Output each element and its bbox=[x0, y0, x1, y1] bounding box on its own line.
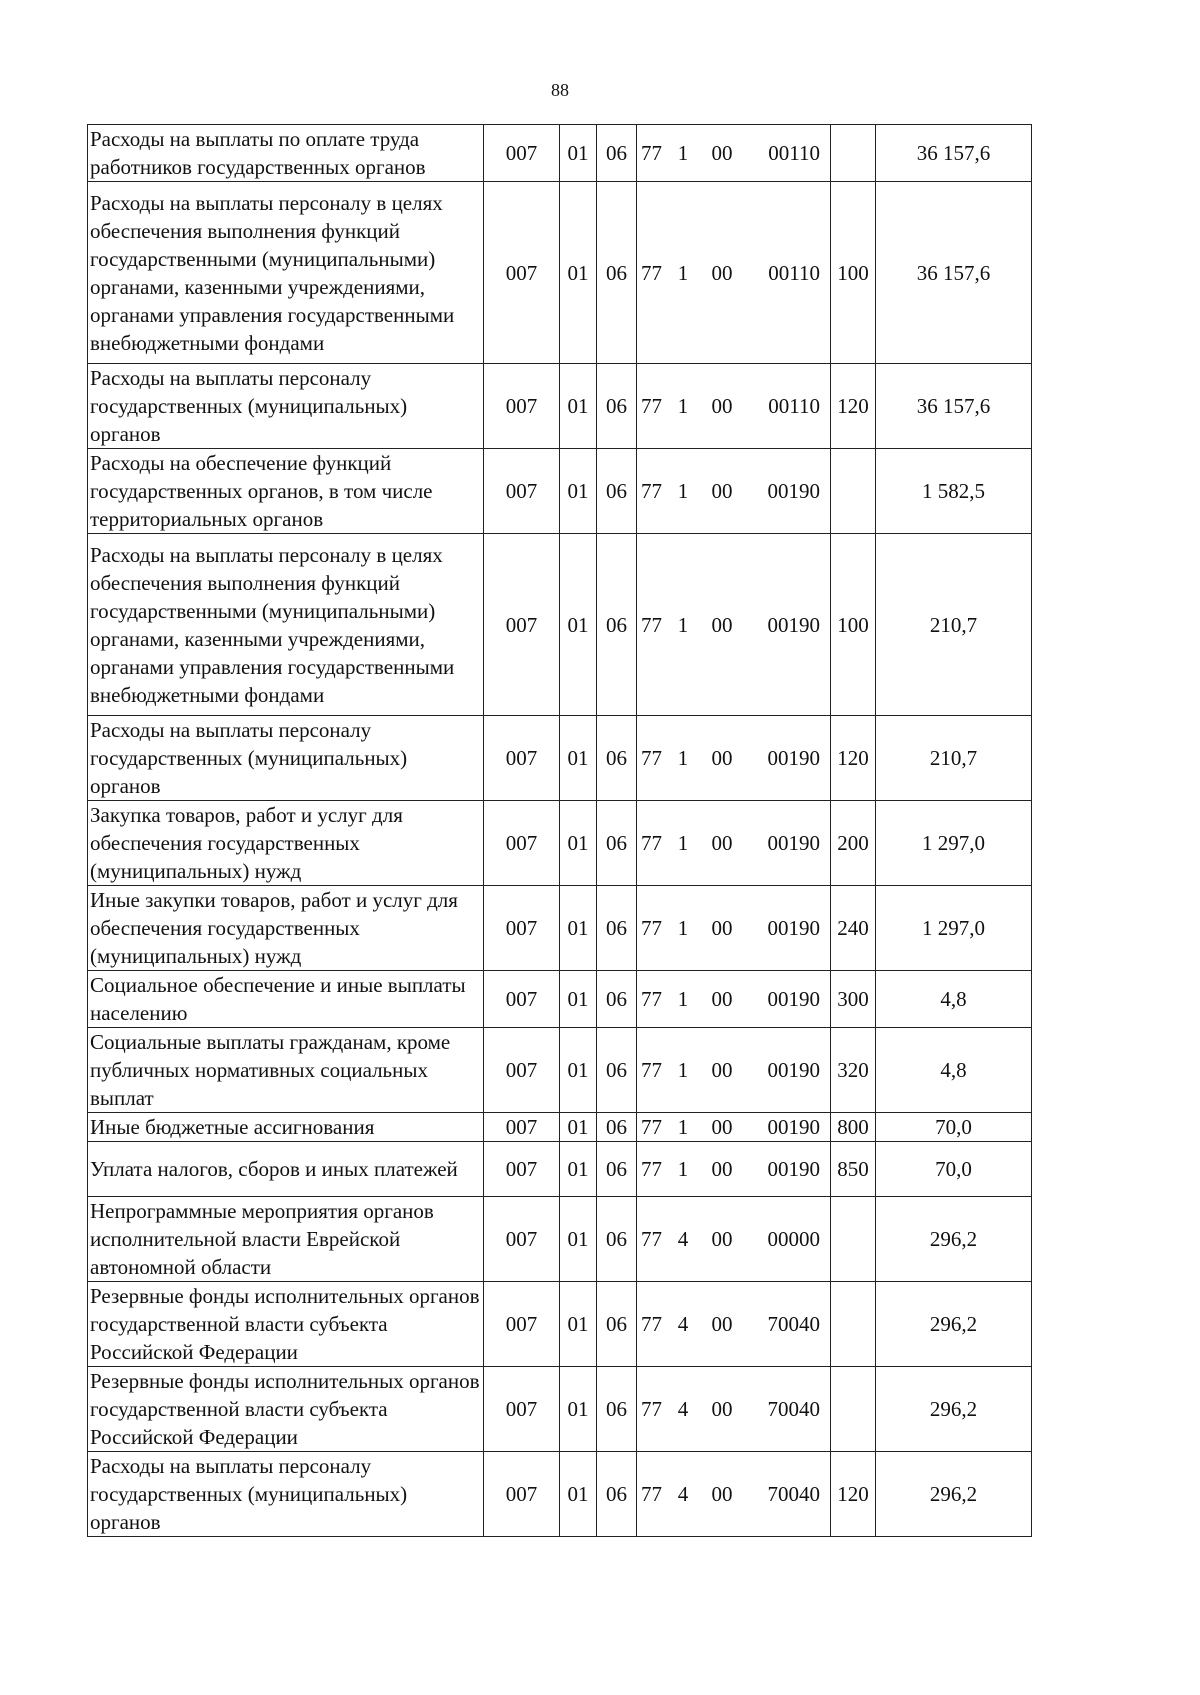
expense-name-cell: Резервные фонды исполнительных органов государственной власти субъекта Российской Федерации bbox=[88, 1282, 484, 1367]
expense-type-code-cell: 800 bbox=[831, 1113, 876, 1142]
section-code-cell: 01 bbox=[560, 364, 597, 449]
target-article-code bbox=[641, 914, 826, 942]
ministry-code-cell: 007 bbox=[484, 1028, 560, 1113]
section-code-cell: 01 bbox=[560, 534, 597, 716]
target-main-event-code: 00 bbox=[711, 1482, 733, 1506]
target-article-code bbox=[641, 1155, 826, 1183]
target-article-code bbox=[641, 829, 826, 857]
subsection-code-cell: 06 bbox=[597, 534, 637, 716]
table-row bbox=[88, 1367, 1032, 1452]
target-direction-code: 00000 bbox=[767, 1227, 820, 1251]
expense-name-cell: Расходы на выплаты персоналу государственных (муниципальных) органов bbox=[88, 1452, 484, 1537]
target-direction-code: 00190 bbox=[767, 479, 820, 503]
subsection-code-cell: 06 bbox=[597, 1113, 637, 1142]
target-article-code bbox=[641, 611, 826, 639]
target-direction-code: 00190 bbox=[767, 987, 820, 1011]
subsection-code-cell: 06 bbox=[597, 1142, 637, 1197]
target-main-event-code: 00 bbox=[711, 1312, 733, 1336]
amount-cell: 4,8 bbox=[876, 1028, 1032, 1113]
expense-type-code-cell: 200 bbox=[831, 801, 876, 886]
target-article-code bbox=[641, 477, 826, 505]
section-code-cell: 01 bbox=[560, 182, 597, 364]
subsection-code-cell: 06 bbox=[597, 125, 637, 182]
amount-cell: 210,7 bbox=[876, 716, 1032, 801]
amount-cell: 1 297,0 bbox=[876, 801, 1032, 886]
target-program-code: 77 bbox=[641, 1397, 662, 1421]
ministry-code-cell: 007 bbox=[484, 716, 560, 801]
table-row bbox=[88, 1028, 1032, 1113]
target-article-cell bbox=[637, 449, 831, 534]
ministry-code-cell: 007 bbox=[484, 364, 560, 449]
target-subprogram-code: 1 bbox=[677, 1115, 689, 1139]
ministry-code-cell: 007 bbox=[484, 1142, 560, 1197]
target-main-event-code: 00 bbox=[711, 831, 733, 855]
target-article-code bbox=[641, 1395, 826, 1423]
amount-cell: 4,8 bbox=[876, 971, 1032, 1028]
amount-cell: 296,2 bbox=[876, 1282, 1032, 1367]
ministry-code-cell: 007 bbox=[484, 971, 560, 1028]
amount-cell: 296,2 bbox=[876, 1197, 1032, 1282]
target-main-event-code: 00 bbox=[711, 1227, 733, 1251]
expense-type-code-cell: 120 bbox=[831, 364, 876, 449]
target-main-event-code: 00 bbox=[711, 141, 733, 165]
target-direction-code: 00190 bbox=[767, 916, 820, 940]
subsection-code-cell: 06 bbox=[597, 1282, 637, 1367]
expense-type-code-cell: 120 bbox=[831, 1452, 876, 1537]
target-program-code: 77 bbox=[641, 479, 662, 503]
target-program-code: 77 bbox=[641, 394, 662, 418]
target-program-code: 77 bbox=[641, 1058, 662, 1082]
target-program-code: 77 bbox=[641, 1482, 662, 1506]
expense-type-code-cell bbox=[831, 1282, 876, 1367]
target-subprogram-code: 4 bbox=[677, 1482, 689, 1506]
table-row bbox=[88, 801, 1032, 886]
table-row bbox=[88, 1197, 1032, 1282]
target-program-code: 77 bbox=[641, 1115, 662, 1139]
table-row bbox=[88, 1282, 1032, 1367]
ministry-code-cell: 007 bbox=[484, 534, 560, 716]
expense-name-cell: Расходы на выплаты по оплате труда работников государственных органов bbox=[88, 125, 484, 182]
amount-cell: 210,7 bbox=[876, 534, 1032, 716]
target-article-code bbox=[641, 1113, 826, 1141]
amount-cell: 296,2 bbox=[876, 1452, 1032, 1537]
subsection-code-cell: 06 bbox=[597, 801, 637, 886]
section-code-cell: 01 bbox=[560, 886, 597, 971]
amount-cell: 296,2 bbox=[876, 1367, 1032, 1452]
target-article-cell bbox=[637, 801, 831, 886]
amount-cell: 1 582,5 bbox=[876, 449, 1032, 534]
expense-name-cell: Резервные фонды исполнительных органов государственной власти субъекта Российской Федерации bbox=[88, 1367, 484, 1452]
target-main-event-code: 00 bbox=[711, 746, 733, 770]
target-article-cell bbox=[637, 1028, 831, 1113]
target-article-code bbox=[641, 1225, 826, 1253]
target-subprogram-code: 1 bbox=[677, 479, 689, 503]
target-article-cell bbox=[637, 1282, 831, 1367]
subsection-code-cell: 06 bbox=[597, 364, 637, 449]
table-row bbox=[88, 534, 1032, 716]
target-main-event-code: 00 bbox=[711, 916, 733, 940]
expense-name-cell: Уплата налогов, сборов и иных платежей bbox=[88, 1142, 484, 1197]
target-main-event-code: 00 bbox=[711, 1115, 733, 1139]
ministry-code-cell: 007 bbox=[484, 801, 560, 886]
target-program-code: 77 bbox=[641, 746, 662, 770]
target-article-cell bbox=[637, 971, 831, 1028]
target-main-event-code: 00 bbox=[711, 987, 733, 1011]
section-code-cell: 01 bbox=[560, 1452, 597, 1537]
expense-name-cell: Иные бюджетные ассигнования bbox=[88, 1113, 484, 1142]
ministry-code-cell: 007 bbox=[484, 1197, 560, 1282]
expense-type-code-cell bbox=[831, 125, 876, 182]
section-code-cell: 01 bbox=[560, 125, 597, 182]
expense-name-cell: Расходы на выплаты персоналу в целях обеспечения выполнения функций государственными (муниципальными) органами, казенными учреждениями, органами управления государственными внебюджетными фондами bbox=[88, 534, 484, 716]
target-program-code: 77 bbox=[641, 612, 662, 637]
amount-cell: 36 157,6 bbox=[876, 182, 1032, 364]
table-row bbox=[88, 1113, 1032, 1142]
target-program-code: 77 bbox=[641, 1312, 662, 1336]
target-article-code bbox=[641, 985, 826, 1013]
target-article-cell bbox=[637, 716, 831, 801]
target-direction-code: 70040 bbox=[767, 1397, 820, 1421]
target-subprogram-code: 1 bbox=[677, 831, 689, 855]
expense-name-cell: Социальное обеспечение и иные выплаты населению bbox=[88, 971, 484, 1028]
section-code-cell: 01 bbox=[560, 1367, 597, 1452]
target-direction-code: 00190 bbox=[767, 746, 820, 770]
target-program-code: 77 bbox=[641, 987, 662, 1011]
target-subprogram-code: 1 bbox=[677, 1157, 689, 1181]
ministry-code-cell: 007 bbox=[484, 1452, 560, 1537]
expense-name-cell: Непрограммные мероприятия органов исполнительной власти Еврейской автономной области bbox=[88, 1197, 484, 1282]
ministry-code-cell: 007 bbox=[484, 182, 560, 364]
expense-name-cell: Расходы на обеспечение функций государственных органов, в том числе территориальных органов bbox=[88, 449, 484, 534]
budget-table-body bbox=[88, 125, 1032, 1537]
budget-table bbox=[87, 124, 1032, 1537]
expense-type-code-cell: 240 bbox=[831, 886, 876, 971]
expense-type-code-cell: 320 bbox=[831, 1028, 876, 1113]
target-program-code: 77 bbox=[641, 831, 662, 855]
subsection-code-cell: 06 bbox=[597, 449, 637, 534]
expense-type-code-cell bbox=[831, 1197, 876, 1282]
section-code-cell: 01 bbox=[560, 1113, 597, 1142]
target-main-event-code: 00 bbox=[711, 612, 733, 637]
target-direction-code: 00110 bbox=[768, 141, 820, 165]
expense-name-cell: Расходы на выплаты персоналу государственных (муниципальных) органов bbox=[88, 364, 484, 449]
subsection-code-cell: 06 bbox=[597, 1367, 637, 1452]
subsection-code-cell: 06 bbox=[597, 1452, 637, 1537]
expense-type-code-cell: 120 bbox=[831, 716, 876, 801]
target-program-code: 77 bbox=[641, 260, 662, 285]
target-subprogram-code: 1 bbox=[677, 746, 689, 770]
ministry-code-cell: 007 bbox=[484, 1282, 560, 1367]
ministry-code-cell: 007 bbox=[484, 1367, 560, 1452]
amount-cell: 1 297,0 bbox=[876, 886, 1032, 971]
target-program-code: 77 bbox=[641, 1157, 662, 1181]
expense-type-code-cell bbox=[831, 1367, 876, 1452]
subsection-code-cell: 06 bbox=[597, 1028, 637, 1113]
subsection-code-cell: 06 bbox=[597, 716, 637, 801]
table-row bbox=[88, 182, 1032, 364]
ministry-code-cell: 007 bbox=[484, 886, 560, 971]
target-subprogram-code: 1 bbox=[677, 394, 689, 418]
target-article-cell bbox=[637, 182, 831, 364]
table-row bbox=[88, 886, 1032, 971]
target-subprogram-code: 1 bbox=[677, 987, 689, 1011]
target-article-code bbox=[641, 1056, 826, 1084]
expense-name-cell: Иные закупки товаров, работ и услуг для обеспечения государственных (муниципальных) нужд bbox=[88, 886, 484, 971]
target-subprogram-code: 4 bbox=[677, 1397, 689, 1421]
target-direction-code: 00110 bbox=[768, 394, 820, 418]
target-main-event-code: 00 bbox=[711, 1058, 733, 1082]
section-code-cell: 01 bbox=[560, 1142, 597, 1197]
amount-cell: 70,0 bbox=[876, 1113, 1032, 1142]
section-code-cell: 01 bbox=[560, 1028, 597, 1113]
expense-type-code-cell: 100 bbox=[831, 182, 876, 364]
expense-type-code-cell bbox=[831, 449, 876, 534]
target-program-code: 77 bbox=[641, 141, 662, 165]
target-program-code: 77 bbox=[641, 1227, 662, 1251]
target-direction-code: 70040 bbox=[767, 1482, 820, 1506]
expense-name-cell: Социальные выплаты гражданам, кроме публичных нормативных социальных выплат bbox=[88, 1028, 484, 1113]
target-direction-code: 00190 bbox=[767, 1157, 820, 1181]
table-row bbox=[88, 449, 1032, 534]
section-code-cell: 01 bbox=[560, 971, 597, 1028]
target-article-code bbox=[641, 1310, 826, 1338]
expense-name-cell: Расходы на выплаты персоналу в целях обеспечения выполнения функций государственными (муниципальными) органами, казенными учреждениями, органами управления государственными внебюджетными фондами bbox=[88, 182, 484, 364]
target-direction-code: 00190 bbox=[767, 612, 820, 637]
expense-type-code-cell: 850 bbox=[831, 1142, 876, 1197]
target-article-cell bbox=[637, 125, 831, 182]
target-main-event-code: 00 bbox=[711, 1397, 733, 1421]
page-number: 88 bbox=[551, 80, 569, 100]
subsection-code-cell: 06 bbox=[597, 886, 637, 971]
section-code-cell: 01 bbox=[560, 449, 597, 534]
target-article-cell bbox=[637, 534, 831, 716]
target-article-code bbox=[641, 259, 826, 287]
target-main-event-code: 00 bbox=[711, 260, 733, 285]
table-row bbox=[88, 125, 1032, 182]
target-article-code bbox=[641, 1480, 826, 1508]
target-article-code bbox=[641, 392, 826, 420]
expense-name-cell: Закупка товаров, работ и услуг для обеспечения государственных (муниципальных) нужд bbox=[88, 801, 484, 886]
target-main-event-code: 00 bbox=[711, 1157, 733, 1181]
target-main-event-code: 00 bbox=[711, 479, 733, 503]
target-article-cell bbox=[637, 1113, 831, 1142]
target-subprogram-code: 4 bbox=[677, 1227, 689, 1251]
ministry-code-cell: 007 bbox=[484, 1113, 560, 1142]
target-article-cell bbox=[637, 1452, 831, 1537]
target-article-cell bbox=[637, 886, 831, 971]
table-row bbox=[88, 716, 1032, 801]
ministry-code-cell: 007 bbox=[484, 125, 560, 182]
target-direction-code: 70040 bbox=[767, 1312, 820, 1336]
section-code-cell: 01 bbox=[560, 801, 597, 886]
expense-type-code-cell: 300 bbox=[831, 971, 876, 1028]
target-program-code: 77 bbox=[641, 916, 662, 940]
ministry-code-cell: 007 bbox=[484, 449, 560, 534]
table-row bbox=[88, 1142, 1032, 1197]
section-code-cell: 01 bbox=[560, 716, 597, 801]
table-row bbox=[88, 1452, 1032, 1537]
target-subprogram-code: 1 bbox=[677, 612, 689, 637]
target-subprogram-code: 1 bbox=[677, 1058, 689, 1082]
target-direction-code: 00190 bbox=[767, 1058, 820, 1082]
target-main-event-code: 00 bbox=[711, 394, 733, 418]
target-subprogram-code: 1 bbox=[677, 141, 689, 165]
target-direction-code: 00190 bbox=[767, 1115, 820, 1139]
section-code-cell: 01 bbox=[560, 1282, 597, 1367]
target-article-code bbox=[641, 744, 826, 772]
target-article-cell bbox=[637, 1197, 831, 1282]
subsection-code-cell: 06 bbox=[597, 182, 637, 364]
subsection-code-cell: 06 bbox=[597, 971, 637, 1028]
target-direction-code: 00110 bbox=[768, 260, 820, 285]
target-article-cell bbox=[637, 364, 831, 449]
section-code-cell: 01 bbox=[560, 1197, 597, 1282]
subsection-code-cell: 06 bbox=[597, 1197, 637, 1282]
table-row bbox=[88, 364, 1032, 449]
target-subprogram-code: 1 bbox=[677, 260, 689, 285]
target-article-code bbox=[641, 139, 826, 167]
target-direction-code: 00190 bbox=[767, 831, 820, 855]
expense-name-cell: Расходы на выплаты персоналу государственных (муниципальных) органов bbox=[88, 716, 484, 801]
amount-cell: 36 157,6 bbox=[876, 364, 1032, 449]
target-article-cell bbox=[637, 1367, 831, 1452]
amount-cell: 36 157,6 bbox=[876, 125, 1032, 182]
target-article-cell bbox=[637, 1142, 831, 1197]
table-row bbox=[88, 971, 1032, 1028]
target-subprogram-code: 1 bbox=[677, 916, 689, 940]
expense-type-code-cell: 100 bbox=[831, 534, 876, 716]
target-subprogram-code: 4 bbox=[677, 1312, 689, 1336]
amount-cell: 70,0 bbox=[876, 1142, 1032, 1197]
